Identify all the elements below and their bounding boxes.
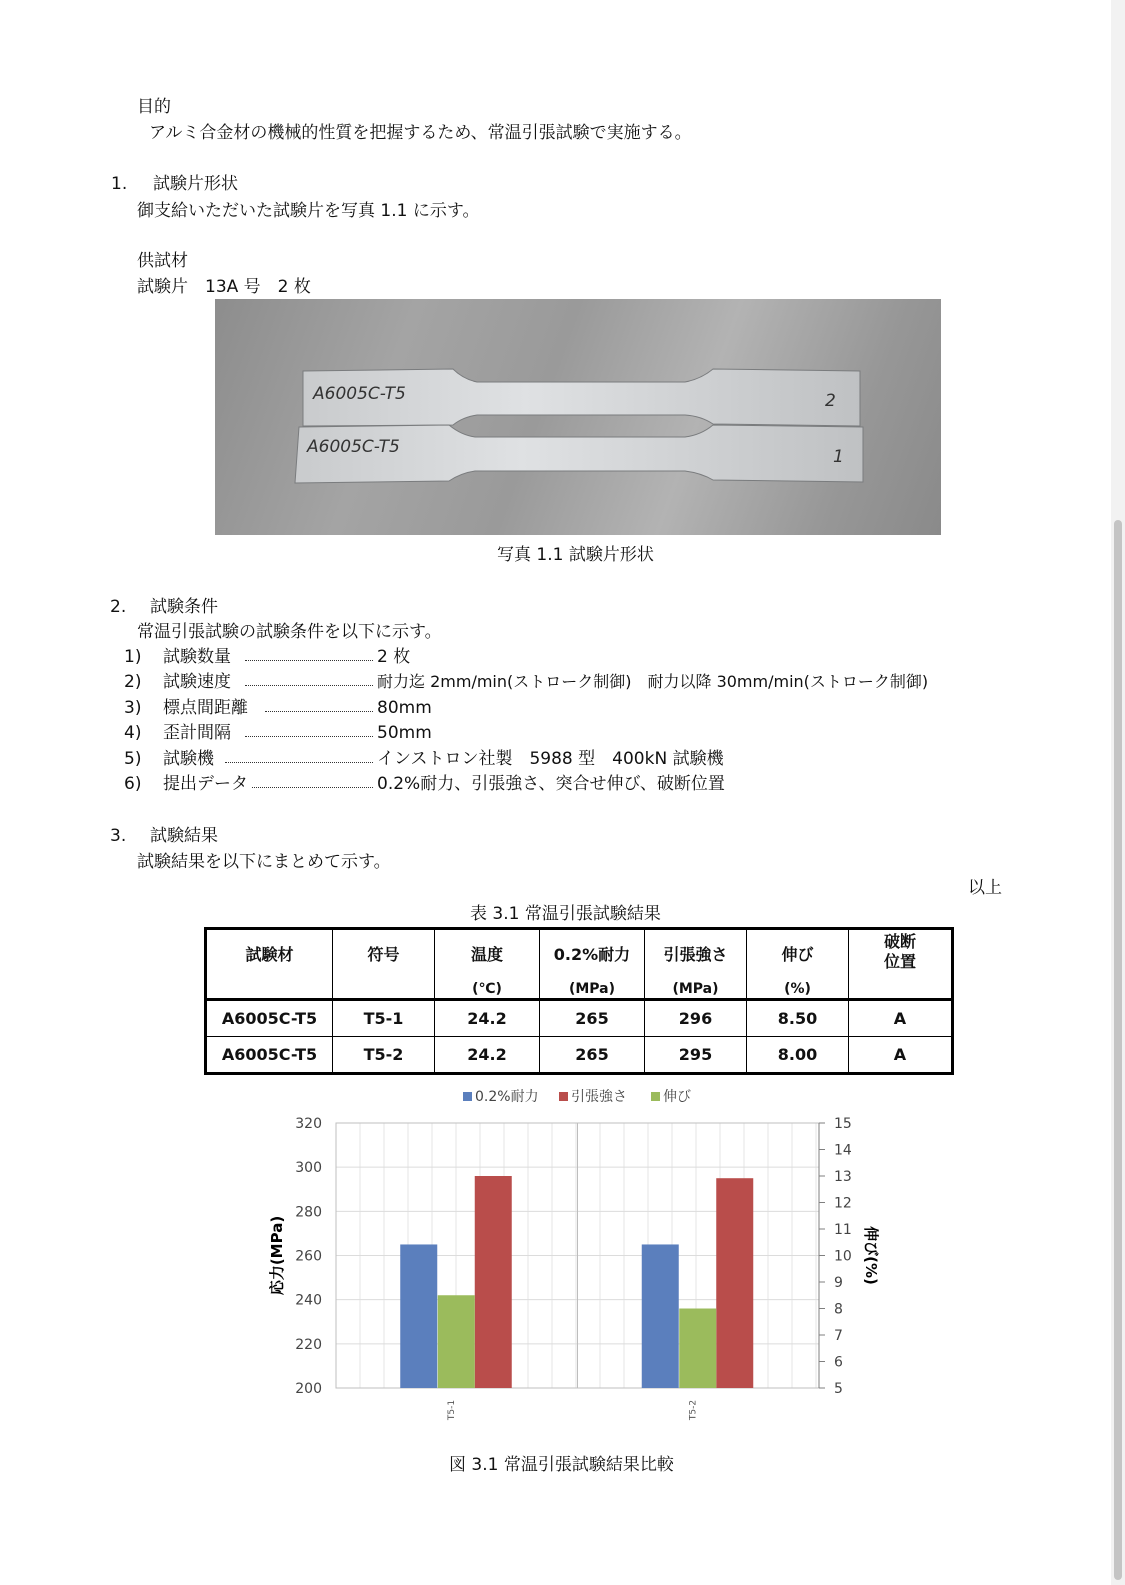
table-cell: A6005C-T5 [206, 1037, 333, 1074]
y2-tick-label: 8 [834, 1301, 843, 1318]
table-row [206, 1037, 953, 1074]
legend-label: 引張強さ [571, 1089, 627, 1105]
table-header-cell: 温度 (℃) [435, 929, 540, 1000]
leader-dots [252, 787, 373, 788]
condition-item [124, 671, 944, 695]
y2-axis-title: 伸び(%) [862, 1226, 880, 1285]
y2-tick-label: 6 [834, 1354, 843, 1371]
end-mark: 以上 [968, 878, 1002, 898]
condition-value: 耐力迄 2mm/min(ストローク制御) 耐力以降 30mm/min(ストローク制御) [377, 672, 929, 691]
condition-name: 提出データ [163, 774, 248, 794]
condition-item [124, 697, 944, 721]
table-cell: 24.2 [435, 1000, 540, 1037]
legend-label: 伸び [663, 1089, 691, 1105]
table-caption: 表 3.1 常温引張試験結果 [470, 904, 661, 924]
table-cell: 24.2 [435, 1037, 540, 1074]
condition-number: 2) [124, 672, 142, 692]
table-cell: 8.00 [747, 1037, 849, 1074]
section3-text: 試験結果を以下にまとめて示す。 [137, 852, 391, 872]
table-cell: 295 [645, 1037, 747, 1074]
condition-value: 50mm [377, 723, 432, 743]
bar-tensile-strength [716, 1178, 753, 1388]
legend-label: 0.2%耐力 [475, 1089, 539, 1105]
material-heading: 供試材 [137, 251, 188, 271]
y-tick-label: 220 [295, 1336, 322, 1353]
y2-tick-label: 15 [834, 1116, 852, 1132]
purpose-text: アルミ合金材の機械的性質を把握するため、常温引張試験で実施する。 [149, 123, 692, 143]
leader-dots [245, 736, 373, 737]
leader-dots [225, 762, 373, 763]
y2-tick-label: 13 [834, 1169, 852, 1185]
purpose-heading: 目的 [137, 97, 171, 117]
legend-swatch [559, 1092, 568, 1101]
figure-caption: 図 3.1 常温引張試験結果比較 [449, 1455, 674, 1475]
section3-number: 3. [110, 826, 127, 846]
condition-name: 標点間距離 [163, 698, 248, 718]
specimen-photo [215, 299, 941, 535]
bar-elongation [679, 1309, 716, 1389]
condition-number: 3) [124, 698, 142, 718]
specimen-number-bottom: 1 [833, 447, 844, 467]
x-tick-label: T5-1 [446, 1399, 457, 1421]
condition-number: 1) [124, 647, 142, 667]
y2-tick-label: 14 [834, 1142, 852, 1159]
y-axis-title: 応力(MPa) [268, 1215, 286, 1296]
section1-text: 御支給いただいた試験片を写真 1.1 に示す。 [137, 201, 480, 221]
specimen-label-top: A6005C-T5 [313, 384, 406, 404]
specimen-label-bottom: A6005C-T5 [307, 437, 400, 457]
table-header-cell: 引張強さ (MPa) [645, 929, 747, 1000]
y-tick-label: 260 [295, 1248, 322, 1265]
table-header-cell: 破断位置 [849, 929, 953, 1000]
table-cell: T5-2 [333, 1037, 435, 1074]
table-header-cell: 試験材 [206, 929, 333, 1000]
y-tick-label: 300 [295, 1160, 322, 1177]
table-cell: A6005C-T5 [206, 1000, 333, 1037]
table-cell: A [849, 1000, 953, 1037]
y2-tick-label: 5 [834, 1381, 843, 1397]
table-cell: 265 [540, 1000, 645, 1037]
table-header-cell: 符号 [333, 929, 435, 1000]
section3-title: 試験結果 [150, 826, 218, 846]
y-tick-label: 320 [295, 1116, 322, 1132]
condition-number: 6) [124, 774, 142, 794]
section1-title: 試験片形状 [153, 174, 238, 194]
condition-value: 80mm [377, 698, 432, 718]
leader-dots [265, 711, 373, 712]
legend-swatch [463, 1092, 472, 1101]
bar-elongation [438, 1295, 475, 1388]
section2-title: 試験条件 [150, 597, 218, 617]
condition-item [124, 748, 944, 772]
table-cell: 296 [645, 1000, 747, 1037]
bar-proof-stress [400, 1244, 437, 1388]
specimen-number-top: 2 [825, 391, 836, 411]
section1-number: 1. [111, 174, 128, 194]
table-cell: T5-1 [333, 1000, 435, 1037]
y2-tick-label: 9 [834, 1275, 843, 1291]
condition-number: 5) [124, 749, 142, 769]
y-tick-label: 200 [295, 1381, 322, 1397]
condition-name: 試験数量 [163, 647, 231, 667]
results-chart [0, 1085, 1125, 1465]
table-header-cell: 0.2%耐力 (MPa) [540, 929, 645, 1000]
condition-name: 試験機 [163, 749, 214, 769]
y2-tick-label: 10 [834, 1248, 852, 1265]
condition-value: 2 枚 [377, 647, 411, 667]
condition-item [124, 646, 944, 670]
condition-name: 歪計間隔 [163, 723, 231, 743]
y2-tick-label: 12 [834, 1195, 852, 1212]
table-cell: 8.50 [747, 1000, 849, 1037]
y-tick-label: 280 [295, 1204, 322, 1221]
condition-item [124, 773, 944, 797]
table-cell: 265 [540, 1037, 645, 1074]
material-text: 試験片 13A 号 2 枚 [137, 277, 311, 297]
y-tick-label: 240 [295, 1292, 322, 1309]
section2-number: 2. [110, 597, 127, 617]
leader-dots [245, 660, 373, 661]
condition-name: 試験速度 [163, 672, 231, 692]
condition-value: 0.2%耐力、引張強さ、突合せ伸び、破断位置 [377, 774, 725, 794]
section2-text: 常温引張試験の試験条件を以下に示す。 [137, 622, 442, 642]
y2-tick-label: 7 [834, 1328, 843, 1344]
bar-tensile-strength [475, 1176, 512, 1388]
results-table [204, 927, 954, 1075]
condition-item [124, 722, 944, 746]
photo-caption: 写真 1.1 試験片形状 [497, 545, 654, 565]
condition-value: インストロン社製 5988 型 400kN 試験機 [377, 749, 724, 769]
x-tick-label: T5-2 [688, 1399, 699, 1421]
condition-number: 4) [124, 723, 142, 743]
y2-tick-label: 11 [834, 1222, 852, 1238]
table-header-row [206, 929, 953, 1000]
bar-proof-stress [642, 1244, 679, 1388]
leader-dots [245, 685, 373, 686]
table-cell: A [849, 1037, 953, 1074]
specimen-photo-drawing [215, 299, 941, 535]
table-header-cell: 伸び (%) [747, 929, 849, 1000]
table-row [206, 1000, 953, 1037]
legend-swatch [651, 1092, 660, 1101]
